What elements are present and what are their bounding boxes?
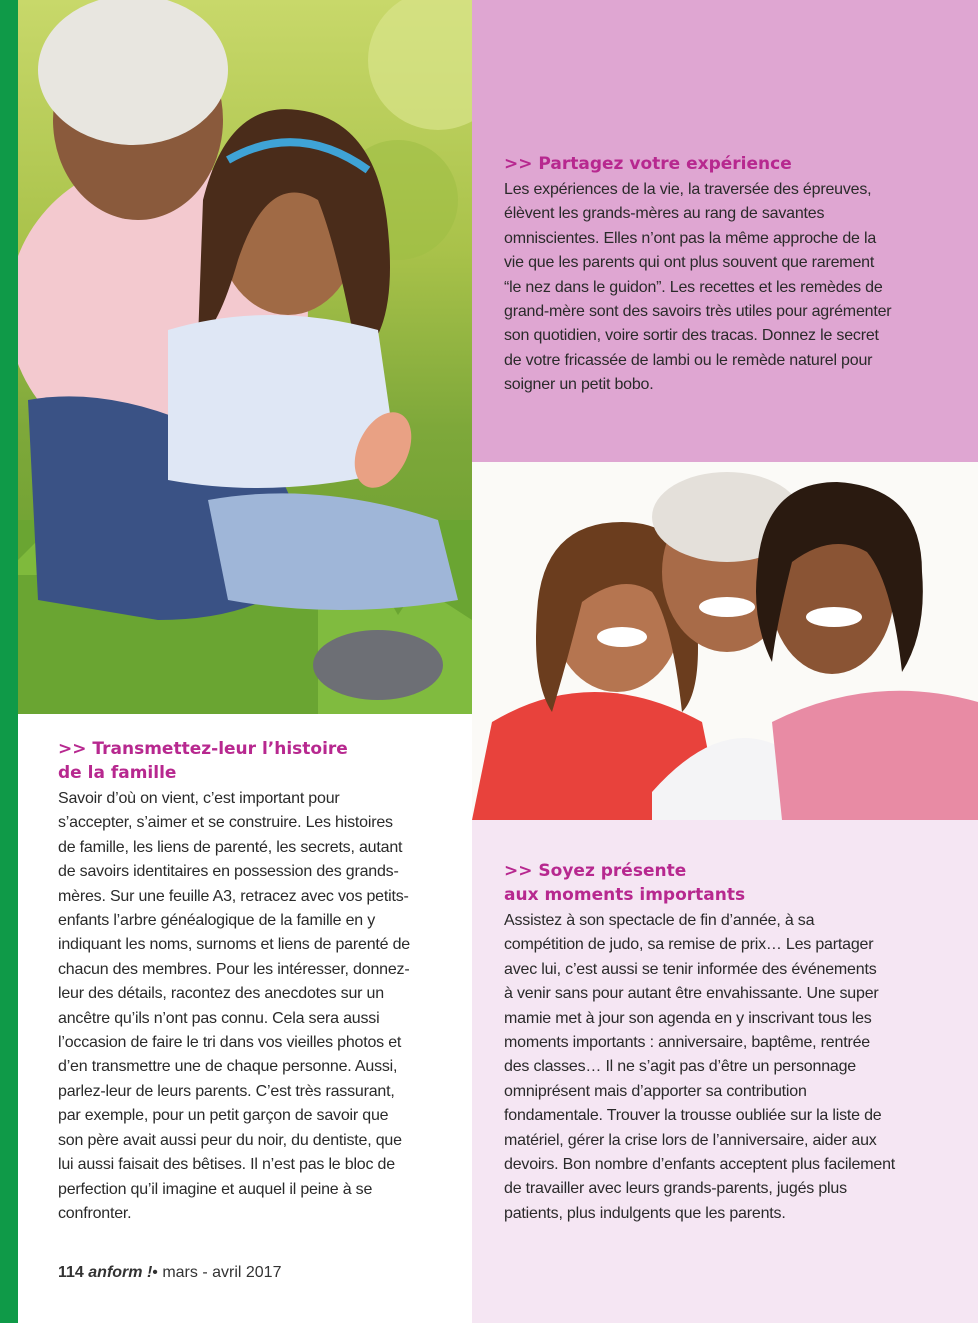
article-title: >> Partagez votre expérience bbox=[504, 154, 792, 174]
article-title bbox=[504, 859, 909, 907]
body-line: son quotidien, voire sortir des tracas. Donnez le secret bbox=[504, 327, 879, 345]
body-line: omniprésent mais d’apporter sa contribution bbox=[504, 1082, 807, 1100]
article-body bbox=[58, 787, 428, 1226]
body-line: moments importants : anniversaire, baptême, rentrée bbox=[504, 1034, 870, 1052]
body-line: indiquant les noms, surnoms et liens de parenté de bbox=[58, 936, 410, 954]
body-line: ancêtre qu’ils n’ont pas connu. Cela sera aussi bbox=[58, 1009, 380, 1027]
magazine-name: anform ! bbox=[88, 1264, 153, 1281]
issue-date: mars - avril 2017 bbox=[162, 1264, 282, 1281]
body-line: Assistez à son spectacle de fin d’année, à sa bbox=[504, 912, 815, 929]
body-line: élèvent les grands-mères au rang de savantes bbox=[504, 205, 825, 223]
title-line: aux moments importants bbox=[504, 885, 746, 905]
body-line: lui aussi faisait des bêtises. Il n’est pas le bloc de bbox=[58, 1156, 395, 1174]
body-line: matériel, gérer la crise lors de l’anniversaire, aider aux bbox=[504, 1131, 877, 1149]
body-line: devoirs. Bon nombre d’enfants acceptent plus facilement bbox=[504, 1156, 896, 1174]
body-line: par exemple, pour un petit garçon de savoir que bbox=[58, 1107, 389, 1125]
title-line: >> Soyez présente bbox=[504, 861, 687, 881]
body-line: patients, plus indulgents que les parents. bbox=[504, 1204, 786, 1222]
body-line: de famille, les liens de parenté, les secrets, autant bbox=[58, 838, 403, 856]
body-line: de savoirs identitaires en possession des grands- bbox=[58, 863, 399, 881]
body-line: enfants l’arbre généalogique de la famille en y bbox=[58, 912, 376, 930]
title-line: >> Transmettez-leur l’histoire bbox=[58, 739, 348, 759]
body-line: compétition de judo, sa remise de prix… Les partager bbox=[504, 936, 874, 954]
body-line: leur des détails, racontez des anecdotes sur un bbox=[58, 985, 384, 1003]
body-line: avec lui, c’est aussi se tenir informée des événements bbox=[504, 960, 877, 978]
body-line: vie que les parents qui ont plus souvent que rarement bbox=[504, 254, 875, 272]
body-line: Les expériences de la vie, la traversée des épreuves, bbox=[504, 181, 872, 198]
article-title bbox=[58, 737, 428, 785]
green-margin-bar bbox=[0, 0, 18, 1323]
body-line: soigner un petit bobo. bbox=[504, 376, 654, 394]
article-partagez bbox=[504, 152, 904, 398]
page-footer bbox=[58, 1264, 281, 1282]
body-line: son père avait aussi peur du noir, du dentiste, que bbox=[58, 1131, 402, 1149]
body-line: d’en transmettre une de chaque personne. Aussi, bbox=[58, 1058, 398, 1076]
body-line: omniscientes. Elles n’ont pas la même approche de la bbox=[504, 229, 877, 247]
body-line: des classes… Il ne s’agit pas d’être un personnage bbox=[504, 1058, 856, 1076]
body-line: Savoir d’où on vient, c’est important pour bbox=[58, 790, 340, 807]
photo-three-generations bbox=[472, 462, 978, 820]
body-line: de travailler avec leurs grands-parents, jugés plus bbox=[504, 1180, 847, 1198]
body-line: de votre fricassée de lambi ou le remède naturel pour bbox=[504, 351, 873, 369]
body-line: perfection qu’il imagine et auquel il peine à se bbox=[58, 1180, 373, 1198]
article-body bbox=[504, 909, 909, 1226]
body-line: mères. Sur une feuille A3, retracez avec vos petits- bbox=[58, 887, 409, 905]
article-body bbox=[504, 178, 904, 398]
photo-grandmother-granddaughter bbox=[18, 0, 472, 714]
body-line: confronter. bbox=[58, 1204, 132, 1222]
article-transmettez bbox=[58, 737, 428, 1226]
body-line: “le nez dans le guidon”. Les recettes et les remèdes de bbox=[504, 278, 883, 296]
body-line: l’occasion de faire le tri dans vos vieilles photos et bbox=[58, 1034, 402, 1052]
body-line: grand-mère sont des savoirs très utiles pour agrémenter bbox=[504, 303, 892, 321]
body-line: parlez-leur de leurs parents. C’est très rassurant, bbox=[58, 1082, 395, 1100]
body-line: fondamentale. Trouver la trousse oubliée sur la liste de bbox=[504, 1107, 882, 1125]
body-line: mamie met à jour son agenda en y inscrivant tous les bbox=[504, 1009, 872, 1027]
body-line: à venir sans pour autant être envahissante. Une super bbox=[504, 985, 879, 1003]
article-soyez bbox=[504, 859, 909, 1226]
footer-separator: • bbox=[152, 1264, 158, 1281]
page-number: 114 bbox=[58, 1264, 84, 1281]
body-line: chacun des membres. Pour les intéresser, donnez- bbox=[58, 960, 410, 978]
title-line: de la famille bbox=[58, 763, 177, 783]
body-line: s’accepter, s’aimer et se construire. Les histoires bbox=[58, 814, 393, 832]
